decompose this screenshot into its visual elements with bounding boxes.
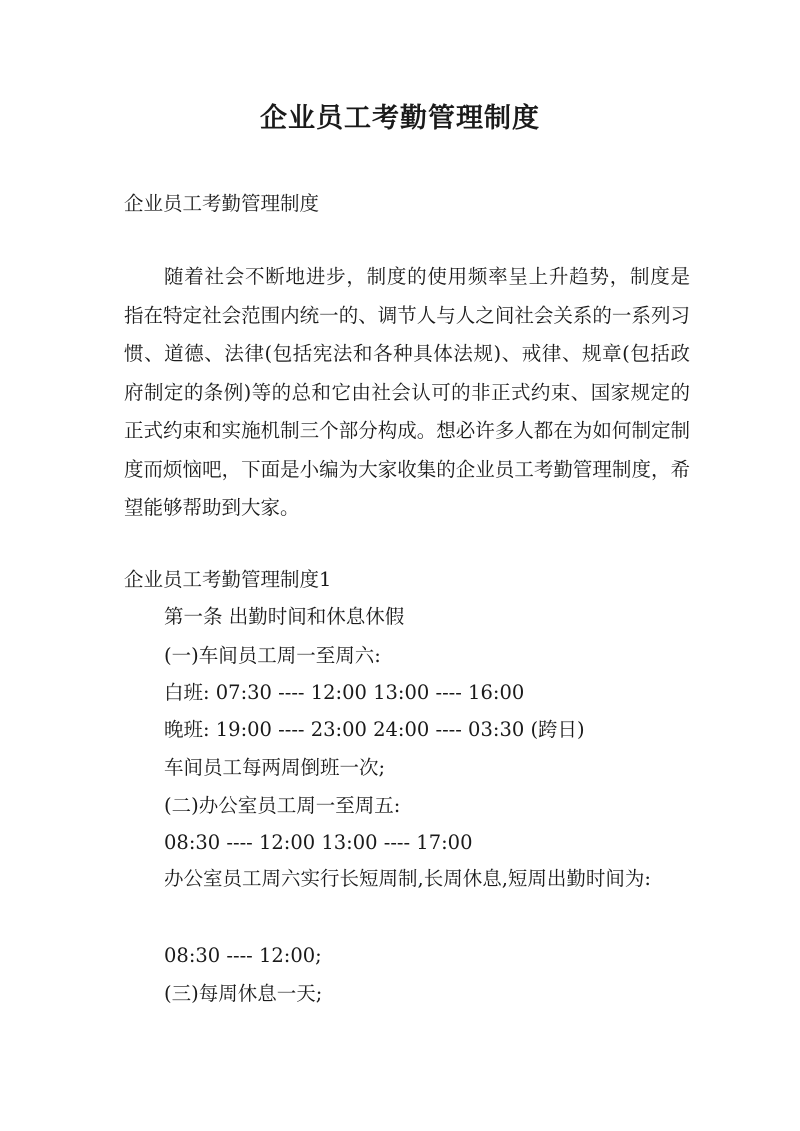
saturday-note: 办公室员工周六实行长短周制,长周休息,短周出勤时间为: (164, 867, 651, 890)
saturday-hours: 08:30 ---- 12:00; (164, 944, 322, 967)
workshop-schedule-heading: (一)车间员工周一至周六: (164, 644, 381, 667)
intro-paragraph: 随着社会不断地进步，制度的使用频率呈上升趋势，制度是指在特定社会范围内统一的、调节人与人之间社会关系的一系列习惯、道德、法律(包括宪法和各种具体法规)、戒律、规章(包括政府制定的条例)等的总和它由社会认可的非正式约束、国家规定的正式约束和实施机制三个部分构成。想必许多人都在为如何制定制度而烦恼吧，下面是小编为大家收集的企业员工考勤管理制度，希望能够帮助到大家。 (124, 265, 690, 519)
shift-rotation-note: 车间员工每两周倒班一次; (164, 756, 386, 779)
document-subtitle: 企业员工考勤管理制度 (124, 192, 320, 215)
article-heading: 第一条 出勤时间和休息休假 (164, 605, 405, 628)
night-shift-hours: 晚班: 19:00 ---- 23:00 24:00 ---- 03:30 (跨日) (164, 718, 585, 741)
page-title: 企业员工考勤管理制度 (260, 103, 540, 134)
office-schedule-heading: (二)办公室员工周一至周五: (164, 794, 401, 817)
day-shift-hours: 白班: 07:30 ---- 12:00 13:00 ---- 16:00 (164, 681, 525, 704)
office-hours: 08:30 ---- 12:00 13:00 ---- 17:00 (164, 831, 473, 854)
weekly-rest-note: (三)每周休息一天; (164, 982, 323, 1005)
section-heading: 企业员工考勤管理制度1 (124, 568, 332, 591)
